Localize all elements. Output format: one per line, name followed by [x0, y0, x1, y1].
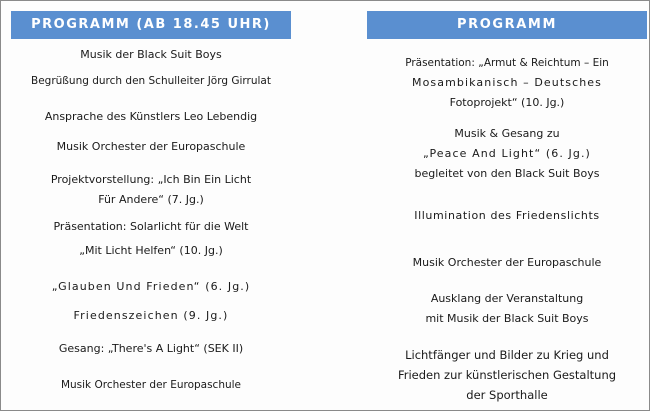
program-item: Gesang: „There's A Light“ (SEK II) — [58, 342, 244, 355]
program-item: Musik & Gesang zu „Peace And Light“ (6. Jg.) begleitet von den Black Suit Boys — [414, 127, 600, 180]
program-item: Präsentation: „Armut & Reichtum – Ein Mosambikanisch – Deutsches Fotoprojekt“ (10. Jg.) — [405, 57, 609, 109]
program-item: Musik Orchester der Europaschule — [56, 140, 246, 153]
program-item: Präsentation: Solarlicht für die Welt „Mit Licht Helfen“ (10. Jg.) — [53, 220, 249, 257]
program-item: Friedenszeichen (9. Jg.) — [73, 309, 229, 322]
program-item: „Glauben Und Frieden“ (6. Jg.) — [51, 280, 251, 293]
program-header-right: PROGRAMM — [367, 11, 647, 39]
program-item: Begrüßung durch den Schulleiter Jörg Girrulat — [31, 75, 271, 87]
program-item: Projektvorstellung: „Ich Bin Ein Licht Für Andere“ (7. Jg.) — [50, 173, 252, 206]
program-header-left: PROGRAMM (AB 18.45 UHR) — [11, 11, 291, 39]
program-item: Lichtfänger und Bilder zu Krieg und Frieden zur künstlerischen Gestaltung der Sporthalle — [397, 348, 617, 402]
program-column-right — [367, 11, 647, 402]
program-item: Ansprache des Künstlers Leo Lebendig — [44, 110, 258, 123]
program-item: Ausklang der Veranstaltung mit Musik der Black Suit Boys — [425, 292, 589, 325]
program-item: Musik der Black Suit Boys — [80, 48, 222, 61]
program-column-left — [11, 11, 291, 391]
program-item: Musik Orchester der Europaschule — [412, 256, 602, 269]
program-item: Illumination des Friedenslichts — [414, 209, 600, 222]
program-item: Musik Orchester der Europaschule — [60, 379, 242, 391]
